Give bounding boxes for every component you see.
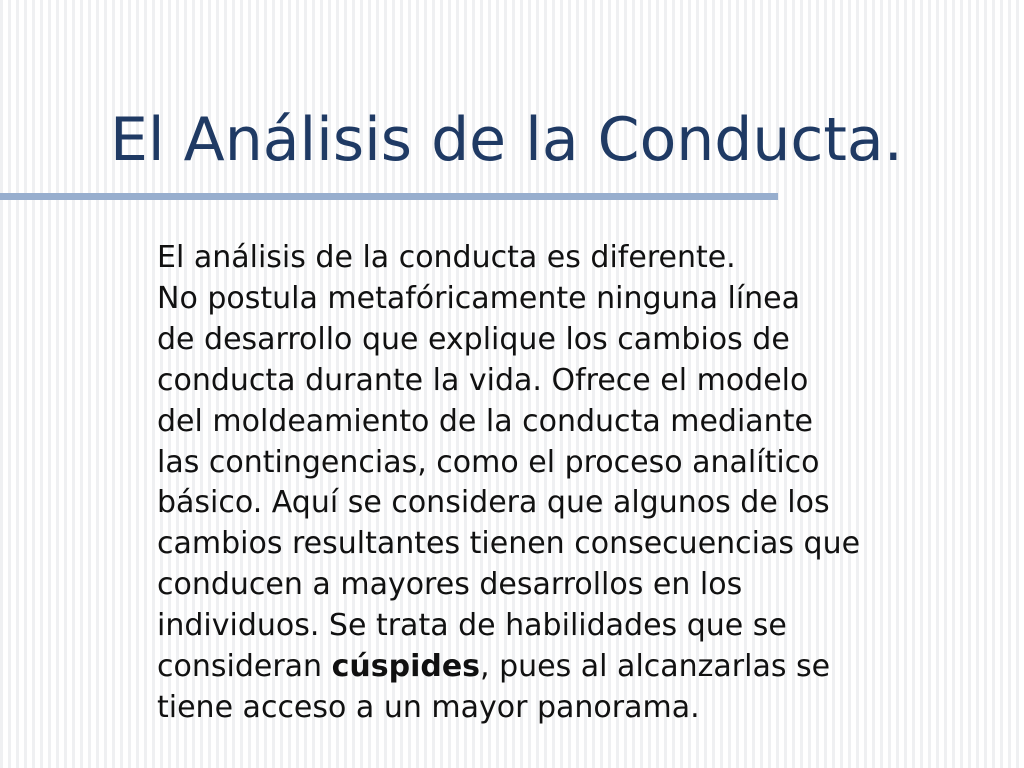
body-line-10: individuos. Se trata de habilidades que se [157,608,787,644]
body-line-7: básico. Aquí se considera que algunos de los [157,485,830,521]
body-line-3: de desarrollo que explique los cambios de [157,321,790,357]
emphasized-term: cúspides [331,649,481,685]
slide-body [157,238,987,729]
body-line-1: El análisis de la conducta es diferente. [157,240,736,275]
slide-title: El Análisis de la Conducta. [110,105,903,175]
body-line-11-end: , pues al alcanzarlas se [480,649,831,685]
body-line-2: No postula metafóricamente ninguna línea [157,280,801,316]
body-line-4: conducta durante la vida. Ofrece el modelo [157,362,809,398]
body-line-11 [157,647,987,688]
body-line-8: cambios resultantes tienen consecuencias que [157,526,861,562]
body-line-5: del moldeamiento de la conducta mediante [157,403,813,439]
body-line-12: tiene acceso a un mayor panorama. [157,689,700,725]
title-underline [0,193,778,200]
body-line-11-start: consideran [157,649,332,685]
body-line-9: conducen a mayores desarrollos en los [157,567,743,603]
body-line-6: las contingencias, como el proceso analítico [157,444,820,480]
